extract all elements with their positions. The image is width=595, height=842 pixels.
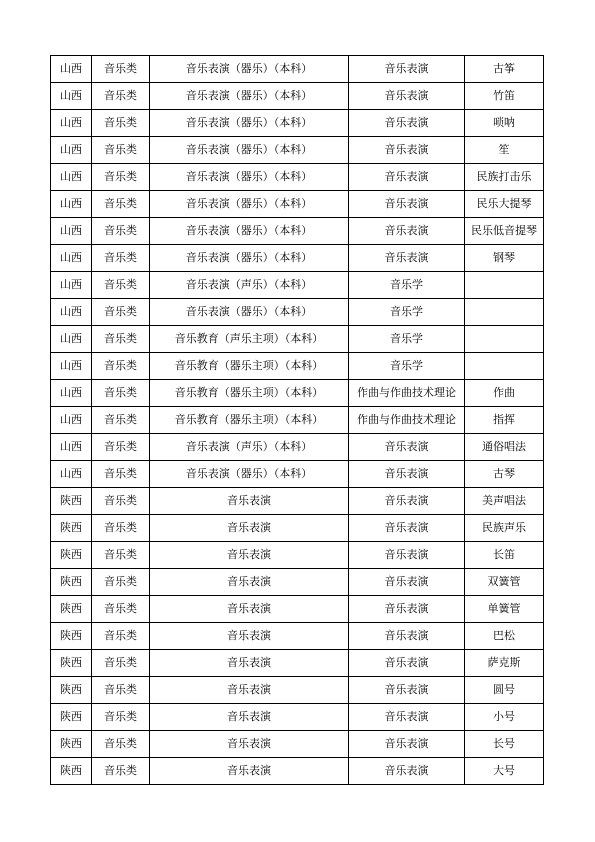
major-cell: 音乐表演 <box>349 110 465 137</box>
province-cell: 山西 <box>51 110 92 137</box>
direction-cell: 古筝 <box>465 56 544 83</box>
table-row <box>51 650 544 677</box>
province-cell: 山西 <box>51 461 92 488</box>
program-cell: 音乐教育（器乐主项）（本科） <box>150 380 349 407</box>
direction-cell: 民族打击乐 <box>465 164 544 191</box>
category-cell: 音乐类 <box>92 407 150 434</box>
program-cell: 音乐表演（声乐）（本科） <box>150 272 349 299</box>
category-cell: 音乐类 <box>92 596 150 623</box>
major-cell: 音乐表演 <box>349 623 465 650</box>
major-cell: 音乐表演 <box>349 461 465 488</box>
category-cell: 音乐类 <box>92 164 150 191</box>
category-cell: 音乐类 <box>92 704 150 731</box>
category-cell: 音乐类 <box>92 272 150 299</box>
category-cell: 音乐类 <box>92 245 150 272</box>
category-cell: 音乐类 <box>92 650 150 677</box>
province-cell: 山西 <box>51 191 92 218</box>
major-cell: 作曲与作曲技术理论 <box>349 380 465 407</box>
program-cell: 音乐表演 <box>150 569 349 596</box>
table-row <box>51 623 544 650</box>
category-cell: 音乐类 <box>92 461 150 488</box>
category-cell: 音乐类 <box>92 218 150 245</box>
table-row <box>51 83 544 110</box>
table-row <box>51 461 544 488</box>
province-cell: 山西 <box>51 326 92 353</box>
program-cell: 音乐教育（器乐主项）（本科） <box>150 353 349 380</box>
program-cell: 音乐表演 <box>150 515 349 542</box>
province-cell: 陕西 <box>51 758 92 785</box>
program-cell: 音乐表演（器乐）（本科） <box>150 110 349 137</box>
direction-cell: 美声唱法 <box>465 488 544 515</box>
table-row <box>51 407 544 434</box>
major-cell: 音乐表演 <box>349 596 465 623</box>
program-cell: 音乐表演 <box>150 596 349 623</box>
program-cell: 音乐表演 <box>150 677 349 704</box>
table-row <box>51 137 544 164</box>
table-row <box>51 56 544 83</box>
direction-cell: 民乐大提琴 <box>465 191 544 218</box>
major-cell: 音乐表演 <box>349 434 465 461</box>
category-cell: 音乐类 <box>92 326 150 353</box>
category-cell: 音乐类 <box>92 110 150 137</box>
category-cell: 音乐类 <box>92 56 150 83</box>
major-cell: 音乐表演 <box>349 245 465 272</box>
major-cell: 音乐表演 <box>349 758 465 785</box>
program-cell: 音乐表演（器乐）（本科） <box>150 164 349 191</box>
province-cell: 陕西 <box>51 704 92 731</box>
program-cell: 音乐表演（器乐）（本科） <box>150 299 349 326</box>
program-cell: 音乐表演 <box>150 488 349 515</box>
table-row <box>51 245 544 272</box>
major-cell: 音乐学 <box>349 353 465 380</box>
province-cell: 山西 <box>51 407 92 434</box>
direction-cell: 大号 <box>465 758 544 785</box>
direction-cell: 双簧管 <box>465 569 544 596</box>
province-cell: 山西 <box>51 218 92 245</box>
direction-cell <box>465 353 544 380</box>
major-cell: 音乐学 <box>349 299 465 326</box>
major-cell: 音乐表演 <box>349 677 465 704</box>
program-cell: 音乐表演（器乐）（本科） <box>150 191 349 218</box>
province-cell: 陕西 <box>51 488 92 515</box>
direction-cell <box>465 299 544 326</box>
direction-cell: 笙 <box>465 137 544 164</box>
province-cell: 山西 <box>51 137 92 164</box>
enrollment-table <box>50 55 544 785</box>
province-cell: 山西 <box>51 56 92 83</box>
program-cell: 音乐表演（声乐）（本科） <box>150 434 349 461</box>
table-row <box>51 704 544 731</box>
category-cell: 音乐类 <box>92 569 150 596</box>
category-cell: 音乐类 <box>92 488 150 515</box>
major-cell: 音乐表演 <box>349 83 465 110</box>
program-cell: 音乐表演（器乐）（本科） <box>150 83 349 110</box>
category-cell: 音乐类 <box>92 542 150 569</box>
major-cell: 音乐表演 <box>349 515 465 542</box>
province-cell: 陕西 <box>51 731 92 758</box>
major-cell: 作曲与作曲技术理论 <box>349 407 465 434</box>
direction-cell: 圆号 <box>465 677 544 704</box>
direction-cell: 作曲 <box>465 380 544 407</box>
program-cell: 音乐表演 <box>150 704 349 731</box>
direction-cell <box>465 272 544 299</box>
category-cell: 音乐类 <box>92 191 150 218</box>
major-cell: 音乐表演 <box>349 650 465 677</box>
direction-cell: 长号 <box>465 731 544 758</box>
province-cell: 陕西 <box>51 650 92 677</box>
table-row <box>51 569 544 596</box>
direction-cell: 唢呐 <box>465 110 544 137</box>
table-row <box>51 380 544 407</box>
program-cell: 音乐表演（器乐）（本科） <box>150 461 349 488</box>
province-cell: 山西 <box>51 164 92 191</box>
major-cell: 音乐表演 <box>349 191 465 218</box>
direction-cell <box>465 326 544 353</box>
direction-cell: 民族声乐 <box>465 515 544 542</box>
program-cell: 音乐表演 <box>150 758 349 785</box>
table-row <box>51 110 544 137</box>
table-row <box>51 434 544 461</box>
category-cell: 音乐类 <box>92 299 150 326</box>
category-cell: 音乐类 <box>92 434 150 461</box>
direction-cell: 小号 <box>465 704 544 731</box>
table-row <box>51 326 544 353</box>
table-row <box>51 353 544 380</box>
province-cell: 陕西 <box>51 677 92 704</box>
table-row <box>51 515 544 542</box>
program-cell: 音乐表演（器乐）（本科） <box>150 137 349 164</box>
major-cell: 音乐表演 <box>349 218 465 245</box>
province-cell: 山西 <box>51 83 92 110</box>
major-cell: 音乐学 <box>349 272 465 299</box>
direction-cell: 长笛 <box>465 542 544 569</box>
direction-cell: 竹笛 <box>465 83 544 110</box>
category-cell: 音乐类 <box>92 353 150 380</box>
table-row <box>51 731 544 758</box>
major-cell: 音乐表演 <box>349 56 465 83</box>
program-cell: 音乐表演 <box>150 650 349 677</box>
province-cell: 陕西 <box>51 623 92 650</box>
province-cell: 山西 <box>51 353 92 380</box>
table-row <box>51 299 544 326</box>
province-cell: 山西 <box>51 245 92 272</box>
direction-cell: 通俗唱法 <box>465 434 544 461</box>
category-cell: 音乐类 <box>92 83 150 110</box>
province-cell: 山西 <box>51 434 92 461</box>
major-cell: 音乐表演 <box>349 137 465 164</box>
major-cell: 音乐表演 <box>349 704 465 731</box>
table-row <box>51 758 544 785</box>
table-row <box>51 272 544 299</box>
table-row <box>51 218 544 245</box>
category-cell: 音乐类 <box>92 515 150 542</box>
program-cell: 音乐教育（声乐主项）（本科） <box>150 326 349 353</box>
category-cell: 音乐类 <box>92 137 150 164</box>
table-body <box>51 56 544 785</box>
direction-cell: 单簧管 <box>465 596 544 623</box>
table-row <box>51 191 544 218</box>
direction-cell: 指挥 <box>465 407 544 434</box>
category-cell: 音乐类 <box>92 380 150 407</box>
program-cell: 音乐表演 <box>150 623 349 650</box>
major-cell: 音乐学 <box>349 326 465 353</box>
category-cell: 音乐类 <box>92 623 150 650</box>
program-cell: 音乐表演 <box>150 731 349 758</box>
province-cell: 陕西 <box>51 596 92 623</box>
province-cell: 山西 <box>51 299 92 326</box>
direction-cell: 萨克斯 <box>465 650 544 677</box>
direction-cell: 钢琴 <box>465 245 544 272</box>
direction-cell: 民乐低音提琴 <box>465 218 544 245</box>
program-cell: 音乐表演（器乐）（本科） <box>150 218 349 245</box>
province-cell: 陕西 <box>51 515 92 542</box>
major-cell: 音乐表演 <box>349 731 465 758</box>
major-cell: 音乐表演 <box>349 488 465 515</box>
program-cell: 音乐表演（器乐）（本科） <box>150 245 349 272</box>
province-cell: 山西 <box>51 272 92 299</box>
major-cell: 音乐表演 <box>349 164 465 191</box>
major-cell: 音乐表演 <box>349 569 465 596</box>
province-cell: 山西 <box>51 380 92 407</box>
direction-cell: 古琴 <box>465 461 544 488</box>
province-cell: 陕西 <box>51 569 92 596</box>
major-cell: 音乐表演 <box>349 542 465 569</box>
program-cell: 音乐教育（器乐主项）（本科） <box>150 407 349 434</box>
program-cell: 音乐表演 <box>150 542 349 569</box>
table-row <box>51 677 544 704</box>
category-cell: 音乐类 <box>92 677 150 704</box>
program-cell: 音乐表演（器乐）（本科） <box>150 56 349 83</box>
table-row <box>51 488 544 515</box>
category-cell: 音乐类 <box>92 758 150 785</box>
province-cell: 陕西 <box>51 542 92 569</box>
table-row <box>51 164 544 191</box>
table-row <box>51 542 544 569</box>
table-row <box>51 596 544 623</box>
category-cell: 音乐类 <box>92 731 150 758</box>
direction-cell: 巴松 <box>465 623 544 650</box>
